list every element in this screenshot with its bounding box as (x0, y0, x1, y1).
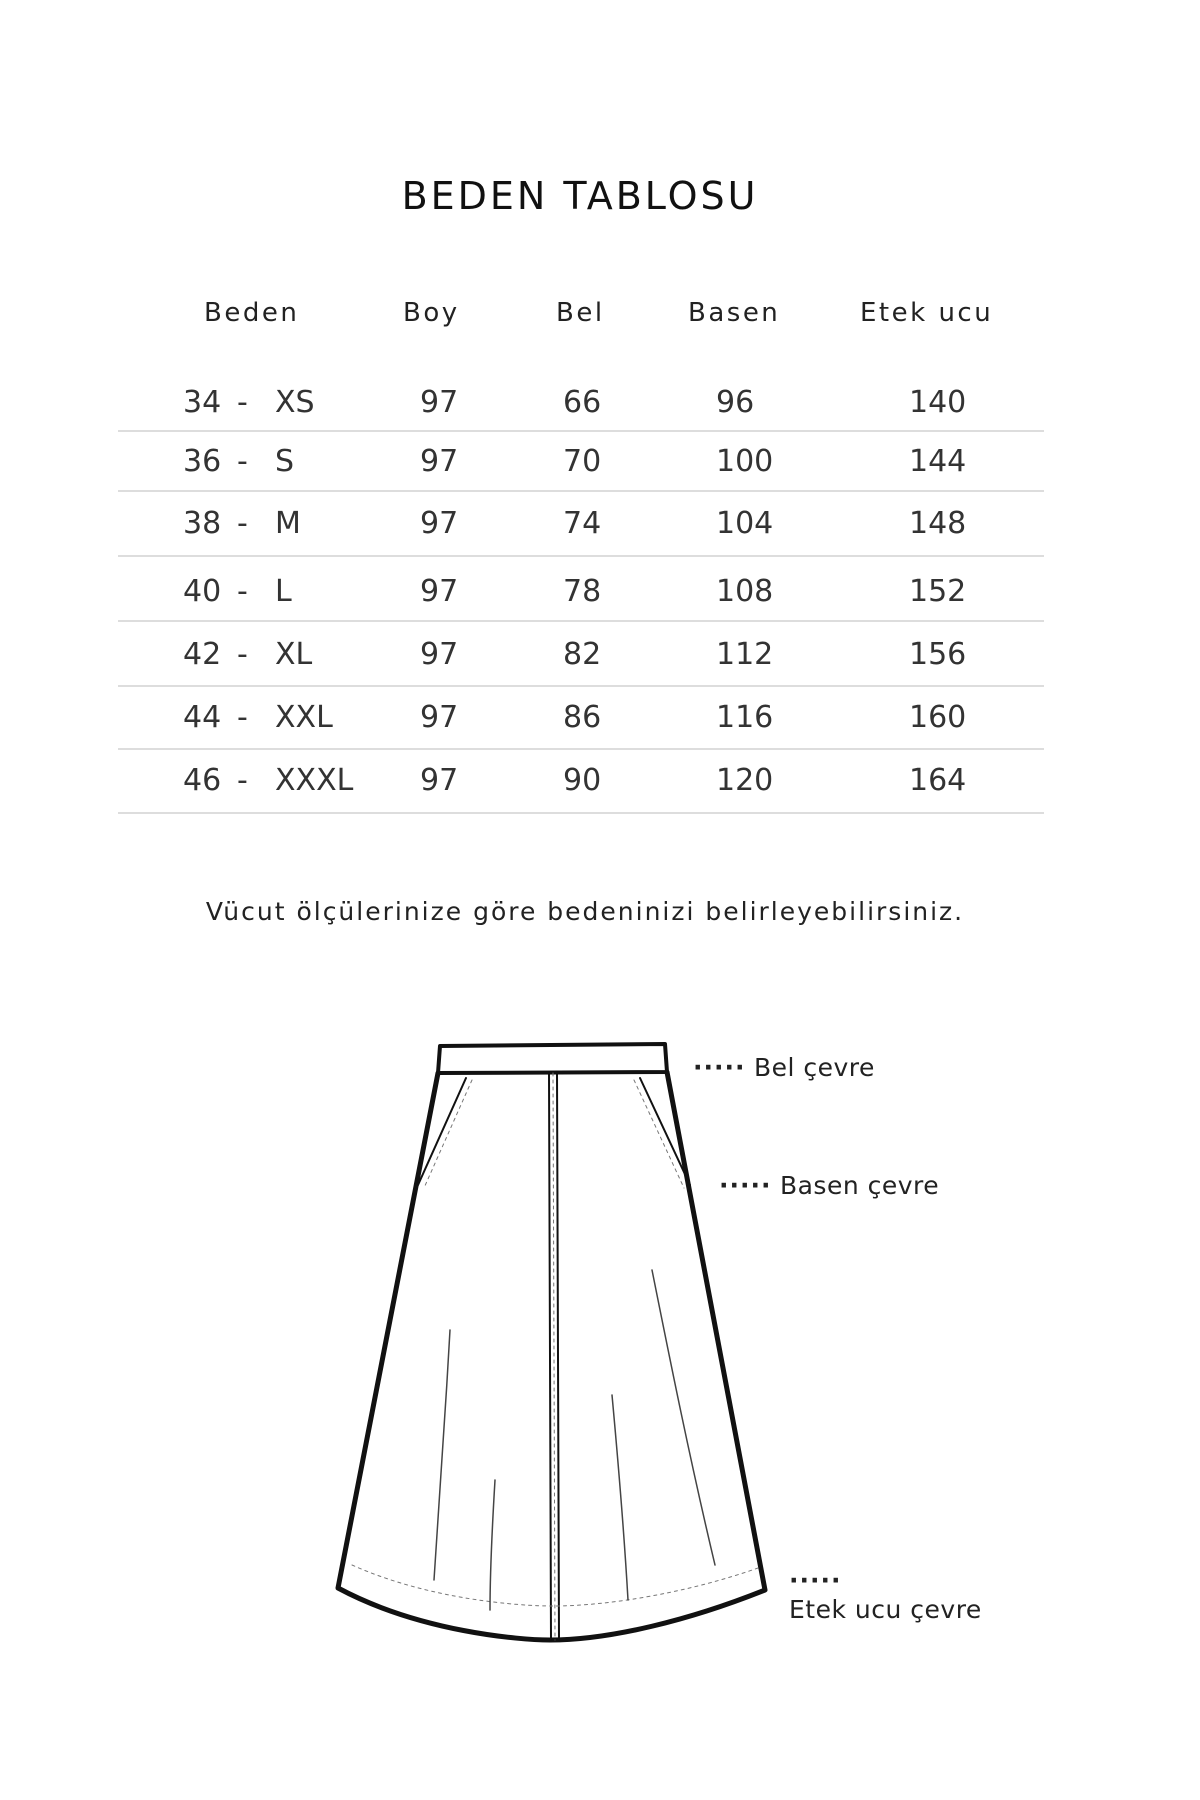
size-number: 34 (183, 385, 222, 420)
dots-icon: ····· (719, 1171, 772, 1200)
separator: - (237, 763, 248, 798)
cell-basen: 100 (716, 444, 774, 479)
size-label: M (275, 506, 301, 541)
callout-basen-cevre (719, 1171, 939, 1200)
size-label: XXL (275, 700, 333, 735)
cell-basen: 108 (716, 574, 774, 609)
cell-bel: 66 (563, 385, 602, 420)
size-number: 44 (183, 700, 222, 735)
cell-boy: 97 (420, 506, 459, 541)
cell-etek: 140 (909, 385, 967, 420)
cell-boy: 97 (420, 385, 459, 420)
size-label: XXXL (275, 763, 354, 798)
callout-etek-ucu-cevre (789, 1566, 982, 1624)
separator: - (237, 385, 248, 420)
size-number: 46 (183, 763, 222, 798)
cell-boy: 97 (420, 763, 459, 798)
size-label: L (275, 574, 292, 609)
cell-etek: 148 (909, 506, 967, 541)
separator: - (237, 637, 248, 672)
header-etek-ucu: Etek ucu (860, 298, 994, 328)
cell-basen: 104 (716, 506, 774, 541)
size-number: 42 (183, 637, 222, 672)
size-label: S (275, 444, 295, 479)
separator: - (237, 574, 248, 609)
cell-basen: 116 (716, 700, 774, 735)
callout-bel-cevre (693, 1053, 875, 1082)
cell-basen: 96 (716, 385, 755, 420)
size-label: XS (275, 385, 315, 420)
header-beden: Beden (204, 298, 300, 328)
cell-bel: 90 (563, 763, 602, 798)
cell-bel: 86 (563, 700, 602, 735)
cell-etek: 164 (909, 763, 967, 798)
size-label: XL (275, 637, 313, 672)
size-number: 36 (183, 444, 222, 479)
sizing-note: Vücut ölçülerinize göre bedeninizi belirleyebilirsiniz. (205, 897, 965, 926)
size-number: 40 (183, 574, 222, 609)
cell-boy: 97 (420, 700, 459, 735)
page-title: BEDEN TABLOSU (401, 174, 759, 218)
cell-boy: 97 (420, 444, 459, 479)
cell-bel: 70 (563, 444, 602, 479)
dots-icon: ····· (693, 1053, 746, 1082)
cell-boy: 97 (420, 637, 459, 672)
cell-basen: 112 (716, 637, 774, 672)
cell-boy: 97 (420, 574, 459, 609)
cell-etek: 152 (909, 574, 967, 609)
cell-etek: 156 (909, 637, 967, 672)
cell-bel: 74 (563, 506, 602, 541)
cell-bel: 78 (563, 574, 602, 609)
callout-label: Bel çevre (753, 1053, 875, 1082)
cell-basen: 120 (716, 763, 774, 798)
header-bel: Bel (556, 298, 605, 328)
separator: - (237, 700, 248, 735)
cell-etek: 160 (909, 700, 967, 735)
size-number: 38 (183, 506, 222, 541)
callout-label: Basen çevre (779, 1171, 940, 1200)
header-boy: Boy (403, 298, 460, 328)
header-basen: Basen (688, 298, 781, 328)
callout-label: Etek ucu çevre (789, 1595, 982, 1624)
cell-bel: 82 (563, 637, 602, 672)
cell-etek: 144 (909, 444, 967, 479)
separator: - (237, 444, 248, 479)
separator: - (237, 506, 248, 541)
dots-icon: ····· (789, 1566, 842, 1595)
